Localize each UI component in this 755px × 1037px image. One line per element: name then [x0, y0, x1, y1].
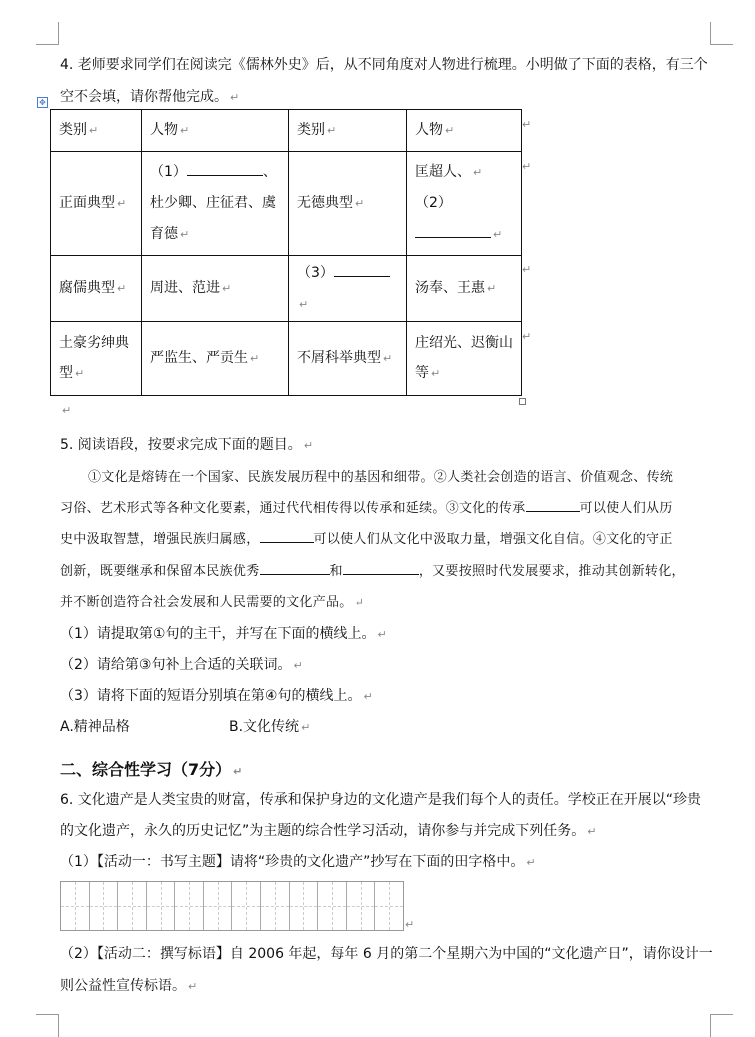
- cell-positive-type: 正面典型 ↵: [51, 152, 142, 256]
- table-move-handle-icon[interactable]: ✥: [37, 97, 48, 108]
- passage-blank-1[interactable]: [526, 497, 580, 512]
- cell-disdain-exam-type: 不屑科举典型 ↵: [289, 322, 407, 396]
- tianzige-cell[interactable]: [347, 882, 376, 930]
- q6-activity-2-line1: （2）【活动二：撰写标语】自 2006 年起，每年 6 月的第二个星期六为中国的“文化遗产日”，请你设计一: [60, 946, 713, 962]
- cell-disdain-exam-people: 庄绍光、迟衡山 等 ↵: [407, 322, 522, 396]
- tianzige-writing-grid[interactable]: [60, 881, 404, 931]
- q6-activity-1: （1）【活动一：书写主题】请将“珍贵的文化遗产”抄写在下面的田字格中。 ↵: [60, 854, 536, 870]
- header-people-2: 人物 ↵: [407, 110, 522, 152]
- crop-mark-top-left: [36, 22, 59, 45]
- option-a: A.精神品格: [60, 719, 130, 735]
- table-resize-handle[interactable]: [519, 398, 526, 405]
- blank-2[interactable]: [415, 223, 491, 238]
- tianzige-cell[interactable]: [318, 882, 347, 930]
- tianzige-cell[interactable]: [90, 882, 119, 930]
- cell-immoral-people: 匡超人、 ↵ （2） ↵: [407, 152, 522, 256]
- header-category-2: 类别 ↵: [289, 110, 407, 152]
- passage-blank-4[interactable]: [343, 560, 419, 575]
- cell-pedant-people: 周进、范进 ↵: [142, 256, 289, 322]
- passage-line3: 史中汲取智慧，增强民族归属感， 可以使人们从文化中汲取力量，增强文化自信。④文化的守正: [60, 528, 673, 547]
- cell-immoral-type: 无德典型 ↵: [289, 152, 407, 256]
- q5-subquestion-2: （2）请给第③句补上合适的关联词。 ↵: [60, 657, 303, 673]
- empty-paragraph: ↵: [62, 404, 72, 417]
- q6-text-line2: 的文化遗产，永久的历史记忆”为主题的综合性学习活动，请你参与并完成下列任务。 ↵: [60, 823, 597, 839]
- header-category-1: 类别 ↵: [51, 110, 142, 152]
- passage-line5: 并不断创造符合社会发展和人民需要的文化产品。 ↵: [60, 595, 365, 610]
- passage-line2: 习俗、艺术形式等各种文化要素，通过代代相传得以传承和延续。③文化的传承 可以使人们从历: [60, 497, 673, 516]
- passage-line4: 创新，既要继承和保留本民族优秀 和 ，又要按照时代发展要求，推动其创新转化，: [60, 560, 685, 579]
- crop-mark-bottom-right: [710, 1014, 733, 1037]
- row-end-mark: ↵: [522, 263, 532, 276]
- q6-activity-2-line2: 则公益性宣传标语。 ↵: [60, 978, 198, 994]
- cell-blank-3-type: （3）↵: [289, 256, 407, 322]
- option-b: B.文化传统 ↵: [229, 719, 311, 735]
- header-people-1: 人物 ↵: [142, 110, 289, 152]
- q4-text-line1: 4. 老师要求同学们在阅读完《儒林外史》后，从不同角度对人物进行梳理。小明做了下面的表格，有三个: [60, 57, 708, 73]
- tianzige-cell[interactable]: [175, 882, 204, 930]
- tianzige-cell[interactable]: [147, 882, 176, 930]
- q5-subquestion-3: （3）请将下面的短语分别填在第④句的横线上。 ↵: [60, 688, 373, 704]
- cell-pedant-type: 腐儒典型 ↵: [51, 256, 142, 322]
- crop-mark-bottom-left: [36, 1014, 59, 1037]
- passage-blank-3[interactable]: [260, 560, 330, 575]
- tianzige-cell[interactable]: [261, 882, 290, 930]
- tianzige-cell[interactable]: [290, 882, 319, 930]
- tianzige-cell[interactable]: [61, 882, 90, 930]
- crop-mark-top-right: [710, 22, 733, 45]
- blank-3[interactable]: [334, 262, 390, 277]
- character-table: [50, 109, 522, 396]
- cell-positive-people: （1） 、 杜少卿、庄征君、虞 育德 ↵: [142, 152, 289, 256]
- tianzige-cell[interactable]: [375, 882, 403, 930]
- cell-row2-people: 汤奉、王惠 ↵: [407, 256, 522, 322]
- cell-gentry-type: 土豪劣绅典 型 ↵: [51, 322, 142, 396]
- q4-text-line2: 空不会填，请你帮他完成。 ↵: [60, 89, 240, 105]
- tianzige-cell[interactable]: [232, 882, 261, 930]
- tianzige-cell[interactable]: [118, 882, 147, 930]
- row-end-mark: ↵: [522, 160, 532, 173]
- q5-subquestion-1: （1）请提取第①句的主干，并写在下面的横线上。 ↵: [60, 626, 387, 642]
- row-end-mark: ↵: [522, 118, 532, 131]
- passage-line1: ①文化是熔铸在一个国家、民族发展历程中的基因和细带。②人类社会创造的语言、价值观念、传统: [88, 470, 674, 485]
- grid-end-mark: ↵: [405, 918, 415, 931]
- section-heading: 二、综合性学习（7分） ↵: [60, 760, 243, 779]
- q6-text-line1: 6. 文化遗产是人类宝贵的财富，传承和保护身边的文化遗产是我们每个人的责任。学校正在开展以“珍贵: [60, 792, 702, 808]
- blank-1[interactable]: [187, 161, 263, 176]
- passage-blank-2[interactable]: [260, 528, 314, 543]
- cell-gentry-people: 严监生、严贡生 ↵: [142, 322, 289, 396]
- q5-title: 5. 阅读语段，按要求完成下面的题目。 ↵: [60, 437, 314, 453]
- row-end-mark: ↵: [522, 330, 532, 343]
- tianzige-cell[interactable]: [204, 882, 233, 930]
